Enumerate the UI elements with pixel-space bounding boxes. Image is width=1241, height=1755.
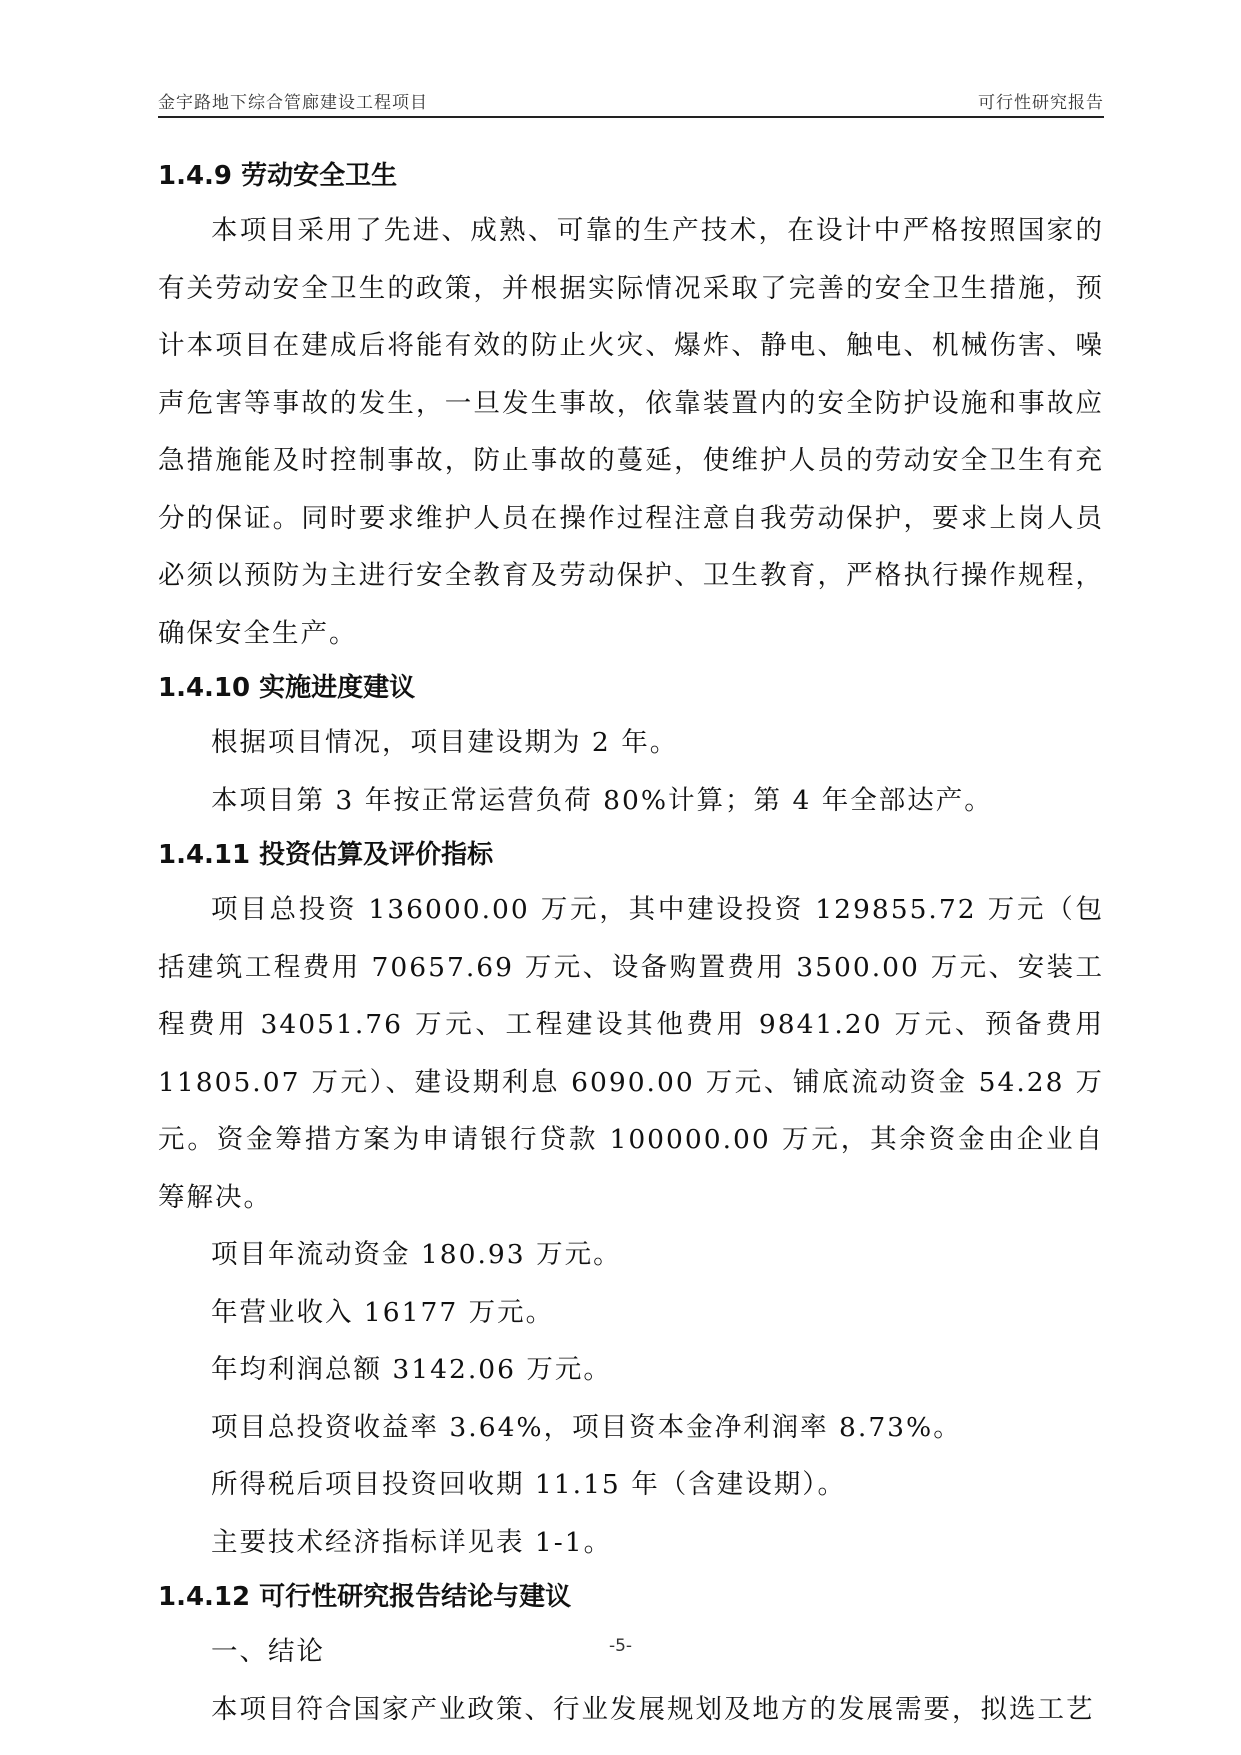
operation-load-line: 本项目第 3 年按正常运营负荷 80%计算；第 4 年全部达产。 — [211, 784, 993, 816]
section-heading-1-4-10: 1.4.10 实施进度建议 — [158, 673, 416, 703]
working-capital-line: 项目年流动资金 180.93 万元。 — [211, 1239, 622, 1270]
investment-paragraph: 项目总投资 136000.00 万元，其中建设投资 129855.72 万元（包括建筑工程费用 70657.69 万元、设备购置费用 3500.00 万元、安装工程费用 34051.76 万元、工程建设其他费用 9841.20 万元、预备费用 11805.07 万元）、建设期利息 6090.00 万元、铺底流动资金 54.28 万元。资金筹措方案为申请银行贷款 100000.00 万元，其余资金由企业自筹解决。 — [158, 894, 1104, 1213]
section-heading-1-4-12: 1.4.12 可行性研究报告结论与建议 — [158, 1582, 572, 1612]
conclusion-paragraph: 本项目符合国家产业政策、行业发展规划及地方的发展需要，拟选工艺 — [211, 1693, 1095, 1725]
page-number: -5- — [608, 1636, 633, 1656]
conclusion-subtitle: 一、结论 — [211, 1636, 325, 1667]
construction-period-line: 根据项目情况，项目建设期为 2 年。 — [211, 727, 679, 758]
section-heading-1-4-11: 1.4.11 投资估算及评价指标 — [158, 840, 494, 870]
document-body — [158, 150, 1104, 1738]
page-header — [158, 86, 1104, 118]
header-report-type: 可行性研究报告 — [978, 93, 1104, 113]
section-heading-1-4-9: 1.4.9 劳动安全卫生 — [158, 161, 398, 191]
annual-revenue-line: 年营业收入 16177 万元。 — [211, 1296, 555, 1328]
payback-period-line: 所得税后项目投资回收期 11.15 年（含建设期）。 — [211, 1469, 846, 1500]
return-rate-line: 项目总投资收益率 3.64%，项目资本金净利润率 8.73%。 — [211, 1411, 962, 1443]
annual-profit-line: 年均利润总额 3142.06 万元。 — [211, 1354, 612, 1385]
labor-safety-paragraph: 本项目采用了先进、成熟、可靠的生产技术，在设计中严格按照国家的有关劳动安全卫生的政策，并根据实际情况采取了完善的安全卫生措施，预计本项目在建成后将能有效的防止火灾、爆炸、静电、触电、机械伤害、噪声危害等事故的发生，一旦发生事故，依靠装置内的安全防护设施和事故应急措施能及时控制事故，防止事故的蔓延，使维护人员的劳动安全卫生有充分的保证。同时要求维护人员在操作过程注意自我劳动保护，要求上岗人员必须以预防为主进行安全教育及劳动保护、卫生教育，严格执行操作规程，确保安全生产。 — [158, 215, 1104, 649]
header-project-title: 金宇路地下综合管廊建设工程项目 — [158, 93, 428, 113]
indicator-table-reference-line: 主要技术经济指标详见表 1-1。 — [211, 1526, 613, 1558]
